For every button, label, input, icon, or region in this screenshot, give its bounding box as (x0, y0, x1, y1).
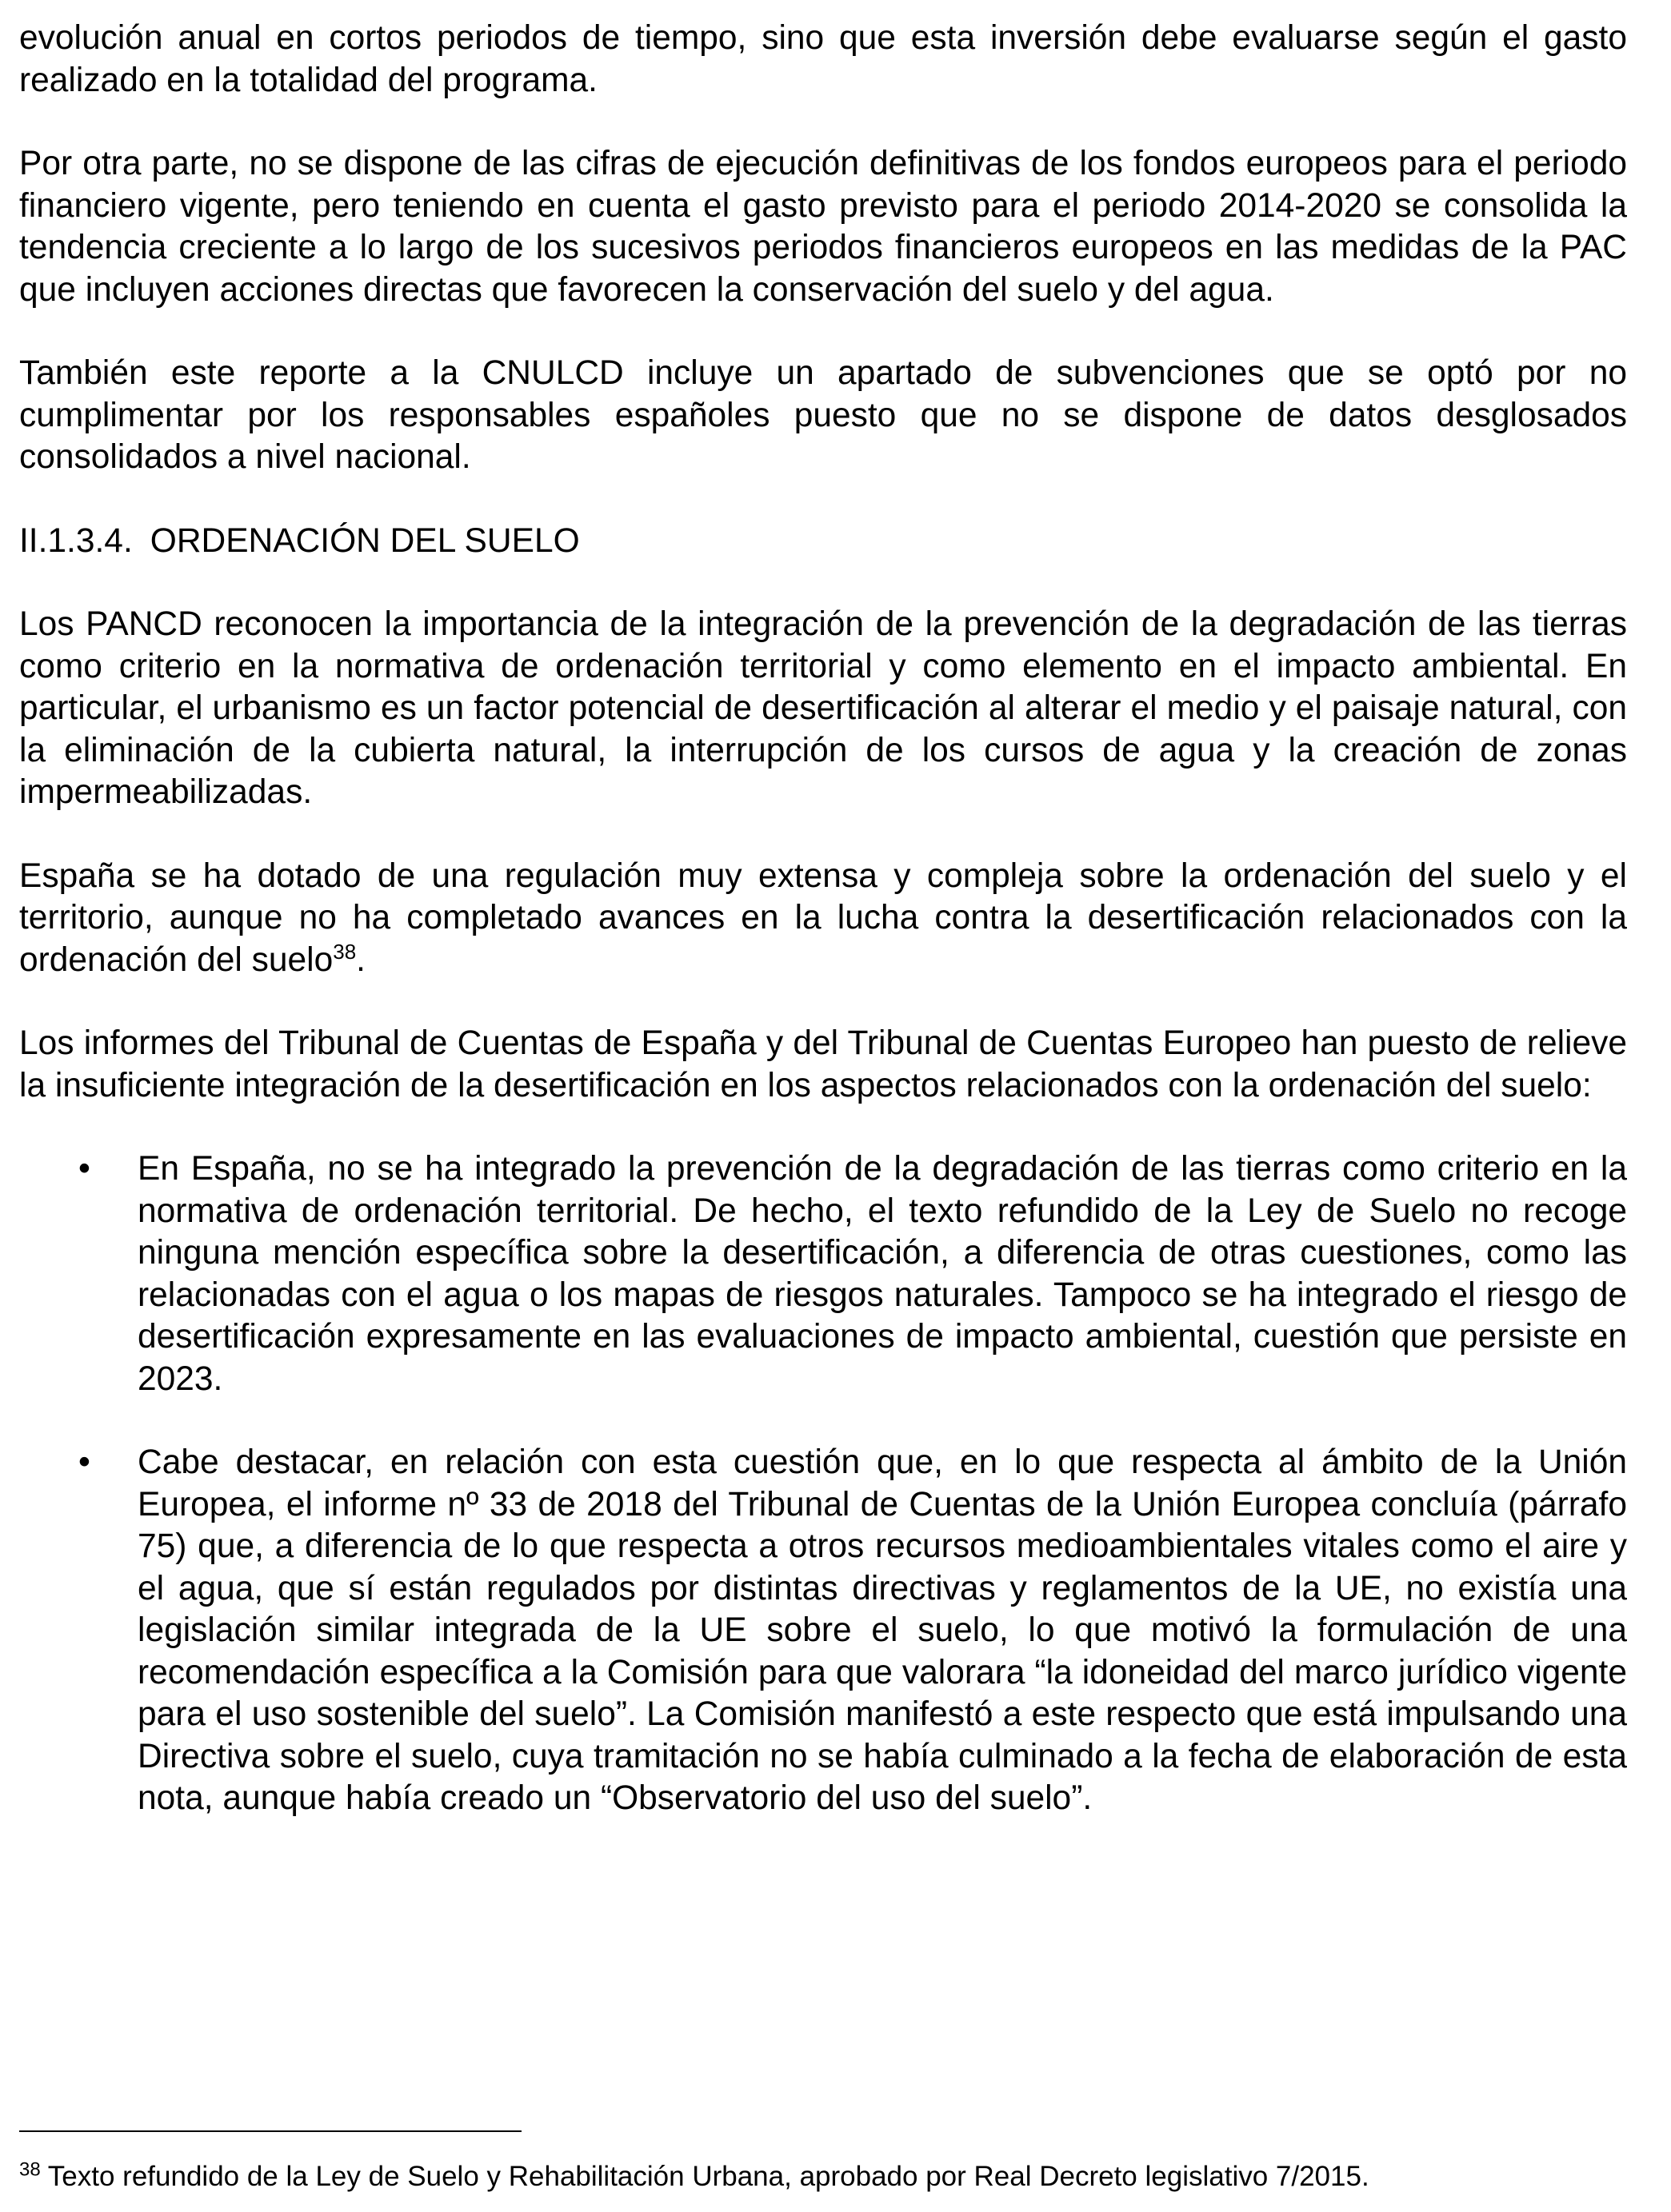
paragraph-1: evolución anual en cortos periodos de tiempo, sino que esta inversión debe evaluarse según el gasto realizado en la totalidad del programa. (19, 19, 1627, 99)
paragraph-5 (19, 856, 1627, 982)
footnote-reference[interactable]: 38 (333, 939, 357, 964)
footnote-text: Texto refundido de la Ley de Suelo y Rehabilitación Urbana, aprobado por Real Decreto legislativo 7/2015. (40, 2161, 1369, 2192)
paragraph-2: Por otra parte, no se dispone de las cifras de ejecución definitivas de los fondos europeos para el periodo financiero vigente, pero teniendo en cuenta el gasto previsto para el periodo 2014-2020 se consolida la tendencia creciente a lo largo de los sucesivos periodos financieros europeos en las medidas de la PAC que incluyen acciones directas que favorecen la conservación del suelo y del agua. (19, 145, 1627, 309)
section-heading (19, 521, 1627, 563)
paragraph-3: También este reporte a la CNULCD incluye un apartado de subvenciones que se optó por no cumplimentar por los responsables españoles puesto que no se dispone de datos desglosados consolidados a nivel nacional. (19, 354, 1627, 476)
document-page (19, 18, 1627, 1862)
footnote (19, 2159, 1635, 2194)
list-item-text: Cabe destacar, en relación con esta cuestión que, en lo que respecta al ámbito de la Unión Europea, el informe nº 33 de 2018 del Tribunal de Cuentas de la Unión Europea concluía (párrafo 75) que, a diferencia de lo que respecta a otros recursos medioambientales vitales como el aire y el agua, que sí están regulados por distintas directivas y reglamentos de la UE, no existía una legislación similar integrada de la UE sobre el suelo, lo que motivó la formulación de una recomendación específica a la Comisión para que valorara “la idoneidad del marco jurídico vigente para el uso sostenible del suelo”. La Comisión manifestó a este respecto que está impulsando una Directiva sobre el suelo, cuya tramitación no se había culminado a la fecha de elaboración de esta nota, aunque había creado un “Observatorio del uso del suelo”. (138, 1443, 1627, 1817)
footnote-number: 38 (19, 2158, 41, 2181)
list-item-text: En España, no se ha integrado la prevención de la degradación de las tierras como criterio en la normativa de ordenación territorial. De hecho, el texto refundido de la Ley de Suelo no recoge ninguna mención específica sobre la desertificación, a diferencia de otras cuestiones, como las relacionadas con el agua o los mapas de riesgos naturales. Tampoco se ha integrado el riesgo de desertificación expresamente en las evaluaciones de impacto ambiental, cuestión que persiste en 2023. (138, 1150, 1627, 1398)
list-item (19, 1442, 1627, 1820)
paragraph-4: Los PANCD reconocen la importancia de la integración de la prevención de la degradación de las tierras como criterio en la normativa de ordenación territorial y como elemento en el impacto ambiental. En particular, el urbanismo es un factor potencial de desertificación al alterar el medio y el paisaje natural, con la eliminación de la cubierta natural, la interrupción de los cursos de agua y la creación de zonas impermeabilizadas. (19, 605, 1627, 811)
bullet-list (19, 1148, 1627, 1820)
paragraph-5-end: . (356, 940, 366, 979)
paragraph-6: Los informes del Tribunal de Cuentas de España y del Tribunal de Cuentas Europeo han puesto de relieve la insuficiente integración de la desertificación en los aspectos relacionados con la ordenación del suelo: (19, 1024, 1627, 1104)
section-number: II.1.3.4. (19, 521, 133, 560)
section-title: ORDENACIÓN DEL SUELO (150, 521, 580, 560)
paragraph-5-text: España se ha dotado de una regulación muy extensa y compleja sobre la ordenación del suelo y el territorio, aunque no ha completado avances en la lucha contra la desertificación relacionados con la ordenación del suelo (19, 856, 1627, 979)
bullet-icon: • (78, 1150, 90, 1188)
footnote-divider (19, 2130, 522, 2132)
bullet-icon: • (78, 1443, 90, 1481)
list-item (19, 1148, 1627, 1400)
